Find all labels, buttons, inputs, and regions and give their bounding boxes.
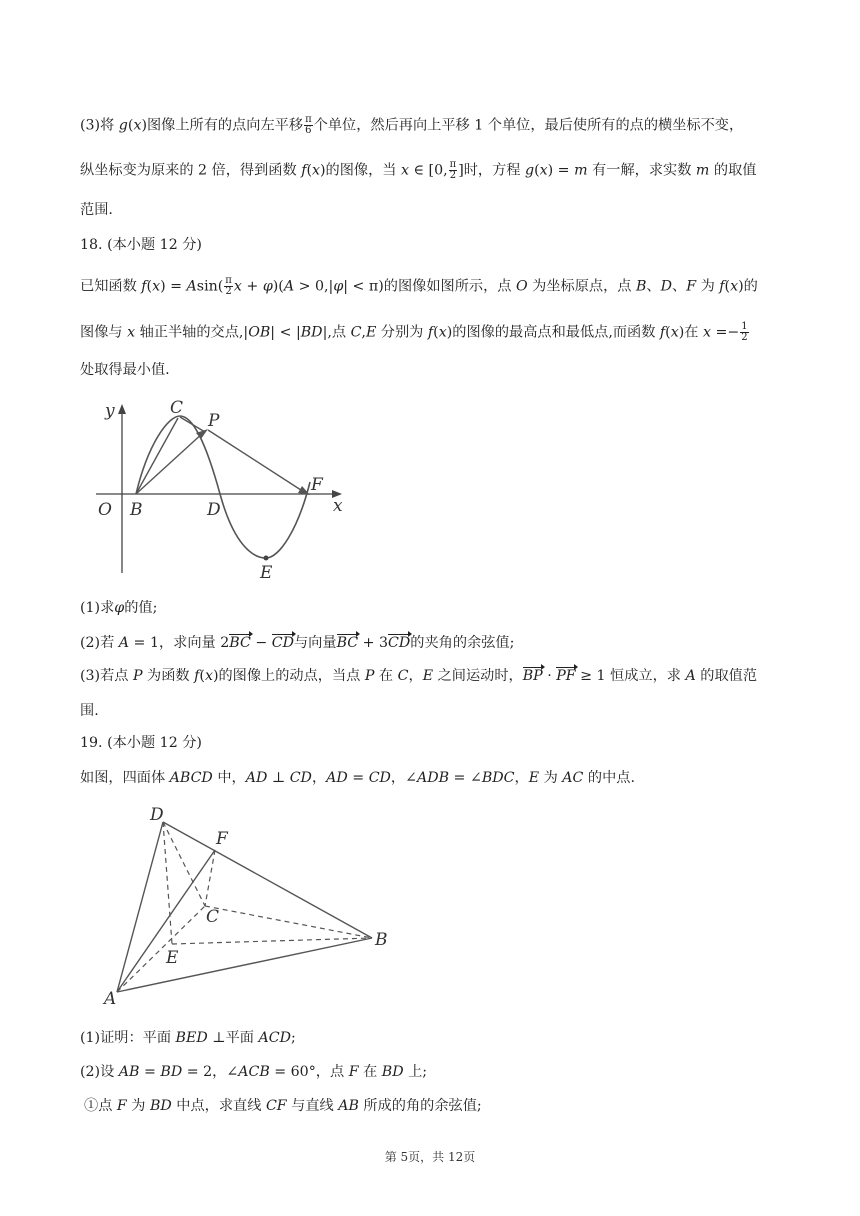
text: (2)设 xyxy=(80,1064,119,1080)
text: ) = xyxy=(160,278,187,295)
text: 中， xyxy=(212,770,246,786)
text: > 0,| xyxy=(294,278,334,295)
text: 中点，求直线 xyxy=(171,1098,266,1114)
sine-curve xyxy=(136,416,310,558)
text: f xyxy=(427,324,434,341)
q17-3-line-1 xyxy=(80,115,743,136)
page-footer: 第 5页，共 12页 xyxy=(384,1150,476,1164)
fraction xyxy=(224,276,233,297)
text: ⊥ xyxy=(267,770,290,786)
q18-header xyxy=(80,235,202,255)
text: x xyxy=(152,278,161,295)
text: + xyxy=(241,278,263,295)
q18-line-3 xyxy=(80,360,170,380)
text: x xyxy=(539,162,548,179)
text: x xyxy=(312,162,321,179)
fraction-num: π xyxy=(449,159,457,170)
fraction-num: π xyxy=(225,275,232,286)
text: (1)证明：平面 xyxy=(80,1030,176,1046)
text: BD xyxy=(300,324,323,341)
text: 在 xyxy=(374,668,398,684)
text: ADB xyxy=(417,770,450,786)
text: 、 xyxy=(672,278,687,295)
text: B xyxy=(635,278,647,295)
text: )的 xyxy=(738,278,758,295)
text: A xyxy=(283,278,295,295)
text: )( xyxy=(272,278,284,295)
text: + 3 xyxy=(358,635,389,651)
text: x xyxy=(702,324,711,341)
text: )的图像上的动点，当点 xyxy=(212,668,365,684)
text: E xyxy=(422,668,434,684)
vector-text: BC xyxy=(229,635,251,651)
text: ( xyxy=(127,117,134,134)
text: OB xyxy=(248,324,271,341)
text: CD xyxy=(368,770,391,786)
text: 的中点. xyxy=(583,770,635,786)
text: | < π)的图像如图所示，点 xyxy=(343,278,516,295)
text: F xyxy=(116,1098,127,1114)
edge-AC xyxy=(117,906,205,992)
text: )在 xyxy=(678,324,703,341)
fraction-den: 2 xyxy=(449,170,457,181)
text: x xyxy=(438,324,447,341)
text: 为函数 xyxy=(142,668,195,684)
text: CD xyxy=(289,770,312,786)
edge-DA xyxy=(117,822,163,992)
text: ACB xyxy=(238,1064,270,1080)
text: m xyxy=(695,162,710,179)
text: F xyxy=(686,278,697,295)
q19-line-1 xyxy=(80,768,635,788)
text: ( xyxy=(534,162,540,179)
q18-line-1 xyxy=(80,276,758,297)
text: D xyxy=(660,278,672,295)
q18-line-2 xyxy=(80,322,750,343)
text: 上; xyxy=(403,1064,428,1080)
text: (1)求 xyxy=(80,600,115,616)
text: 围. xyxy=(80,703,99,719)
vector-text: BP xyxy=(522,668,543,684)
text: x xyxy=(670,324,679,341)
text: 的取值 xyxy=(709,162,757,179)
text: x xyxy=(204,668,213,684)
vector-PF xyxy=(208,430,304,492)
text: 为 xyxy=(126,1098,150,1114)
text: )图像上所有的点向左平移 xyxy=(141,117,304,134)
text: x xyxy=(127,324,136,341)
text: AD xyxy=(326,770,348,786)
text: (3)若点 xyxy=(80,668,133,684)
text: = ∠ xyxy=(449,770,482,786)
text: ∈ [0, xyxy=(409,162,448,179)
label-C: C xyxy=(206,907,220,927)
text: C xyxy=(397,668,409,684)
fraction xyxy=(304,115,313,136)
text: 在 xyxy=(358,1064,382,1080)
text: |,点 xyxy=(322,324,351,341)
text: AD xyxy=(245,770,268,786)
text: 纵坐标变为原来的 2 倍，得到函数 xyxy=(80,162,302,179)
text: ( xyxy=(433,324,439,341)
text: g xyxy=(524,162,535,179)
vector-text: CD xyxy=(271,635,294,651)
text: f xyxy=(141,278,147,295)
fraction-num: 1 xyxy=(741,321,748,332)
text: 之间运动时， xyxy=(433,668,523,684)
text: φ xyxy=(333,278,344,295)
text: ACD xyxy=(258,1030,291,1046)
label-B: B xyxy=(375,930,388,950)
text: F xyxy=(348,1064,359,1080)
text: A xyxy=(118,635,130,651)
text: 为 xyxy=(539,770,563,786)
label-C: C xyxy=(170,398,184,418)
text: = 1，求向量 2 xyxy=(129,635,230,651)
text: ⊥平面 xyxy=(207,1030,259,1046)
text: = xyxy=(347,770,369,786)
edge-DC xyxy=(163,822,205,906)
text: BD xyxy=(160,1064,183,1080)
edge-EB xyxy=(172,938,372,944)
text: O xyxy=(516,278,528,295)
label-B: B xyxy=(130,500,143,520)
fraction xyxy=(740,322,748,343)
text: φ xyxy=(114,600,125,616)
text: x xyxy=(133,117,142,134)
q18-sub-1 xyxy=(80,598,157,618)
text: ABCD xyxy=(169,770,213,786)
text: ( xyxy=(724,278,731,295)
label-F: F xyxy=(311,475,323,495)
text: 图像与 xyxy=(80,324,128,341)
text: 的夹角的余弦值; xyxy=(410,635,515,651)
q19-sub-1 xyxy=(80,1028,296,1048)
text: 与向量 xyxy=(293,635,337,651)
vector-text: BC xyxy=(336,635,359,651)
text: ( xyxy=(306,162,312,179)
q19-sub-2-1 xyxy=(84,1096,482,1116)
text: BED xyxy=(175,1030,208,1046)
text: (3)将 xyxy=(80,117,119,134)
text: BD xyxy=(149,1098,172,1114)
label-E: E xyxy=(166,948,179,968)
text: x xyxy=(730,278,739,295)
text: 有一解，求实数 xyxy=(587,162,696,179)
text: )的图像的最高点和最低点,而函数 xyxy=(446,324,660,341)
vector-text: PF xyxy=(556,668,576,684)
text: P xyxy=(132,668,143,684)
text: 如图，四面体 xyxy=(80,770,170,786)
label-E: E xyxy=(260,563,273,583)
text: A xyxy=(186,278,197,295)
text: ， xyxy=(514,770,529,786)
text: ①点 xyxy=(84,1098,117,1114)
text: (2)若 xyxy=(80,635,119,651)
label-O: O xyxy=(98,500,112,520)
fraction-den: 2 xyxy=(741,332,748,343)
label-y: y xyxy=(105,401,115,421)
text: g xyxy=(118,117,128,134)
text: 的取值范 xyxy=(695,668,758,684)
text: = 60°，点 xyxy=(269,1064,349,1080)
q17-3-line-2 xyxy=(80,160,756,181)
text: ( xyxy=(146,278,153,295)
fraction xyxy=(449,160,458,181)
text: CF xyxy=(265,1098,287,1114)
text: 、 xyxy=(646,278,661,295)
text: AB xyxy=(118,1064,140,1080)
label-x: x xyxy=(333,496,343,516)
vector-BP xyxy=(136,432,204,494)
text: ，∠ xyxy=(390,770,417,786)
text: )的图像，当 xyxy=(320,162,401,179)
text: φ xyxy=(262,278,273,295)
text: f xyxy=(301,162,307,179)
text: ， xyxy=(311,770,327,786)
text: · xyxy=(542,668,557,684)
text: 处取得最小值. xyxy=(80,362,170,378)
q18-sub-2 xyxy=(80,633,514,653)
text: BDC xyxy=(481,770,515,786)
text: = 2，∠ xyxy=(182,1064,239,1080)
label-A: A xyxy=(104,989,117,1009)
vector-text: CD xyxy=(388,635,411,651)
question-header: 19. (本小题 12 分) xyxy=(80,735,202,751)
text: = xyxy=(139,1064,161,1080)
text: ≥ 1 恒成立，求 xyxy=(575,668,686,684)
q18-sub-3 xyxy=(80,666,757,686)
text: 所成的角的余弦值; xyxy=(358,1098,482,1114)
q17-3-line-3 xyxy=(80,200,113,220)
text: f xyxy=(719,278,725,295)
text: | < | xyxy=(270,324,301,341)
q19-header xyxy=(80,733,202,753)
text: C xyxy=(350,324,362,341)
point-E xyxy=(264,556,269,561)
text: ) = xyxy=(547,162,575,179)
text: sin( xyxy=(196,278,224,295)
text: f xyxy=(194,668,200,684)
text: AB xyxy=(338,1098,359,1114)
fraction-den: 6 xyxy=(305,125,312,136)
text: f xyxy=(659,324,666,341)
text: AC xyxy=(562,770,584,786)
text: ]时，方程 xyxy=(458,162,525,179)
text: 分别为 xyxy=(376,324,428,341)
text: ( xyxy=(199,668,205,684)
q18-figure xyxy=(88,398,358,583)
text: E xyxy=(528,770,540,786)
text: BD xyxy=(381,1064,404,1080)
text: x xyxy=(233,278,242,295)
question-header: 18. (本小题 12 分) xyxy=(80,237,202,253)
text: m xyxy=(574,162,588,179)
text: 为 xyxy=(696,278,720,295)
edge-AF xyxy=(117,850,215,992)
q19-sub-2 xyxy=(80,1062,427,1082)
text: E xyxy=(365,324,377,341)
text: ， xyxy=(408,668,423,684)
text: 与直线 xyxy=(286,1098,339,1114)
text: 轴正半轴的交点,| xyxy=(135,324,249,341)
q19-figure xyxy=(100,800,400,1010)
q18-sub-3-cont xyxy=(80,701,99,721)
edge-DE xyxy=(163,822,172,944)
fraction-num: π xyxy=(305,114,312,125)
text: =− xyxy=(710,324,740,341)
text: 的值; xyxy=(124,600,158,616)
label-F: F xyxy=(216,829,228,849)
text: ; xyxy=(290,1030,296,1046)
text: A xyxy=(685,668,696,684)
y-axis-arrow xyxy=(118,404,126,414)
text: − xyxy=(250,635,272,651)
fraction-den: 2 xyxy=(225,286,232,297)
vector-CP xyxy=(180,417,205,432)
text: 个单位，然后再向上平移 1 个单位，最后使所有的点的横坐标不变， xyxy=(313,117,744,134)
edge-CB xyxy=(205,906,372,938)
label-D: D xyxy=(150,805,164,825)
vector-BC xyxy=(136,418,178,494)
edge-AB xyxy=(117,938,372,992)
label-D: D xyxy=(207,500,221,520)
text: P xyxy=(364,668,375,684)
text: 为坐标原点，点 xyxy=(527,278,636,295)
text: ( xyxy=(665,324,671,341)
text: , xyxy=(361,324,366,341)
text: x xyxy=(401,162,410,179)
text: 已知函数 xyxy=(80,278,142,295)
label-P: P xyxy=(208,411,220,431)
text: 范围. xyxy=(80,202,113,218)
